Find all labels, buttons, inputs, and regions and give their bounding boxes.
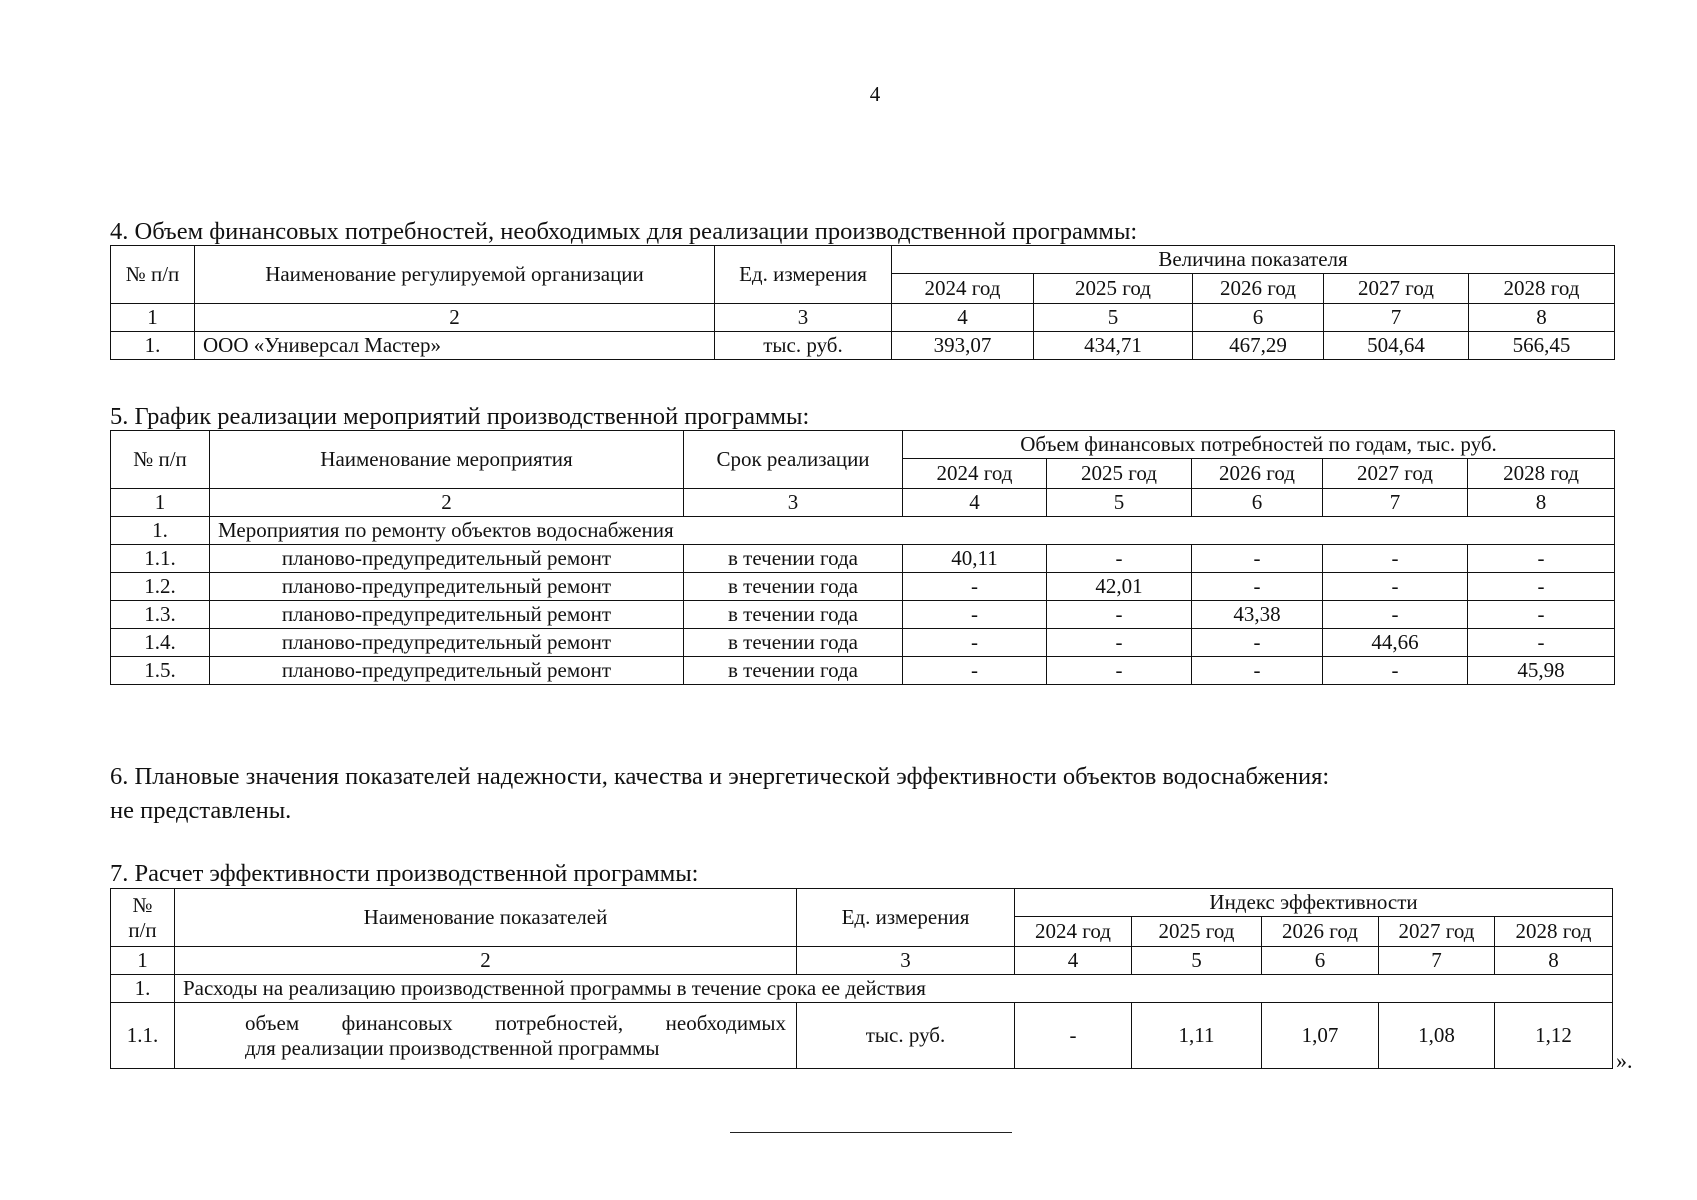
col-header-year: 2024 год xyxy=(892,274,1034,304)
value-cell: 1,07 xyxy=(1262,1003,1379,1069)
column-number: 4 xyxy=(903,489,1047,517)
value-cell: - xyxy=(1323,601,1468,629)
value-cell: 45,98 xyxy=(1468,657,1615,685)
column-number: 1 xyxy=(111,304,195,332)
column-number: 3 xyxy=(797,947,1015,975)
col-header-num: № п/п xyxy=(111,431,210,489)
section-5-heading: 5. График реализации мероприятий производственной программы: xyxy=(110,403,810,430)
col-header-num-line2: п/п xyxy=(128,917,157,942)
value-cell: 434,71 xyxy=(1034,332,1193,360)
section-7-heading: 7. Расчет эффективности производственной программы: xyxy=(110,860,699,887)
row-number: 1. xyxy=(111,517,210,545)
value-cell: - xyxy=(1192,629,1323,657)
column-number: 1 xyxy=(111,489,210,517)
column-number: 8 xyxy=(1468,489,1615,517)
group-title: Расходы на реализацию производственной программы в течение срока ее действия xyxy=(175,975,1613,1003)
column-number: 2 xyxy=(210,489,684,517)
column-number: 3 xyxy=(715,304,892,332)
column-number: 7 xyxy=(1324,304,1469,332)
group-title: Мероприятия по ремонту объектов водоснабжения xyxy=(210,517,1615,545)
value-cell: - xyxy=(1468,629,1615,657)
col-header-unit: Ед. измерения xyxy=(715,246,892,304)
column-number: 2 xyxy=(175,947,797,975)
value-cell: - xyxy=(1192,657,1323,685)
term-cell: в течении года xyxy=(684,545,903,573)
column-number: 7 xyxy=(1323,489,1468,517)
value-cell: - xyxy=(1192,573,1323,601)
event-name: планово-предупредительный ремонт xyxy=(210,601,684,629)
unit-cell: тыс. руб. xyxy=(715,332,892,360)
value-cell: 1,12 xyxy=(1495,1003,1613,1069)
col-header-year: 2027 год xyxy=(1379,917,1495,947)
event-name: планово-предупредительный ремонт xyxy=(210,629,684,657)
indicator-name xyxy=(175,1003,797,1069)
value-cell: - xyxy=(1468,545,1615,573)
value-cell: - xyxy=(903,629,1047,657)
row-number: 1. xyxy=(111,975,175,1003)
term-cell: в течении года xyxy=(684,657,903,685)
col-header-year: 2027 год xyxy=(1323,459,1468,489)
col-header-group: Индекс эффективности xyxy=(1015,889,1613,917)
column-number: 5 xyxy=(1132,947,1262,975)
value-cell: 1,11 xyxy=(1132,1003,1262,1069)
col-header-term: Срок реализации xyxy=(684,431,903,489)
value-cell: - xyxy=(1468,601,1615,629)
column-number-row xyxy=(111,489,1615,517)
value-cell: - xyxy=(1047,629,1192,657)
event-name: планово-предупредительный ремонт xyxy=(210,545,684,573)
col-header-year: 2026 год xyxy=(1262,917,1379,947)
value-cell: - xyxy=(1015,1003,1132,1069)
col-header-group: Объем финансовых потребностей по годам, тыс. руб. xyxy=(903,431,1615,459)
row-number: 1. xyxy=(111,332,195,360)
efficiency-table xyxy=(110,888,1613,1069)
column-number: 5 xyxy=(1047,489,1192,517)
col-header-year: 2028 год xyxy=(1495,917,1613,947)
col-header-num-line1: № xyxy=(132,892,153,917)
indicator-name-line2: для реализации производственной программы xyxy=(245,1035,660,1060)
section-6-status: не представлены. xyxy=(110,797,292,824)
table-row xyxy=(111,573,1615,601)
col-header-year: 2024 год xyxy=(1015,917,1132,947)
term-cell: в течении года xyxy=(684,573,903,601)
value-cell: - xyxy=(1192,545,1323,573)
indicator-name-line1: объем финансовых потребностей, необходимых xyxy=(245,1011,786,1036)
value-cell: - xyxy=(1047,545,1192,573)
col-header-year: 2025 год xyxy=(1034,274,1193,304)
column-number: 4 xyxy=(892,304,1034,332)
col-header-event-name: Наименование мероприятия xyxy=(210,431,684,489)
col-header-year: 2025 год xyxy=(1132,917,1262,947)
col-header-year: 2028 год xyxy=(1469,274,1615,304)
section-6-heading: 6. Плановые значения показателей надежности, качества и энергетической эффективности объектов водоснабжения: xyxy=(110,763,1330,790)
column-number: 3 xyxy=(684,489,903,517)
organization-name: ООО «Универсал Мастер» xyxy=(195,332,715,360)
column-number: 8 xyxy=(1469,304,1615,332)
column-number: 2 xyxy=(195,304,715,332)
value-cell: - xyxy=(1468,573,1615,601)
row-number: 1.2. xyxy=(111,573,210,601)
table-row xyxy=(111,1003,1613,1069)
value-cell: - xyxy=(1323,545,1468,573)
col-header-year: 2024 год xyxy=(903,459,1047,489)
value-cell: - xyxy=(1323,573,1468,601)
col-header-unit: Ед. измерения xyxy=(797,889,1015,947)
value-cell: 42,01 xyxy=(1047,573,1192,601)
unit-cell: тыс. руб. xyxy=(797,1003,1015,1069)
column-number-row xyxy=(111,947,1613,975)
event-name: планово-предупредительный ремонт xyxy=(210,573,684,601)
col-header-group: Величина показателя xyxy=(892,246,1615,274)
col-header-year: 2026 год xyxy=(1193,274,1324,304)
column-number: 6 xyxy=(1192,489,1323,517)
column-number: 4 xyxy=(1015,947,1132,975)
value-cell: - xyxy=(1323,657,1468,685)
value-cell: 43,38 xyxy=(1192,601,1323,629)
group-row xyxy=(111,975,1613,1003)
group-row xyxy=(111,517,1615,545)
footer-divider xyxy=(730,1132,1012,1133)
row-number: 1.1. xyxy=(111,1003,175,1069)
value-cell: 44,66 xyxy=(1323,629,1468,657)
row-number: 1.4. xyxy=(111,629,210,657)
page-number: 4 xyxy=(869,82,881,106)
col-header-year: 2025 год xyxy=(1047,459,1192,489)
column-number: 6 xyxy=(1262,947,1379,975)
term-cell: в течении года xyxy=(684,601,903,629)
section-4-heading: 4. Объем финансовых потребностей, необходимых для реализации производственной программы: xyxy=(110,218,1138,245)
value-cell: - xyxy=(903,657,1047,685)
events-schedule-table xyxy=(110,430,1615,685)
column-number: 1 xyxy=(111,947,175,975)
term-cell: в течении года xyxy=(684,629,903,657)
value-cell: 1,08 xyxy=(1379,1003,1495,1069)
col-header-indicator-name: Наименование показателей xyxy=(175,889,797,947)
column-number: 5 xyxy=(1034,304,1193,332)
table-row xyxy=(111,601,1615,629)
event-name: планово-предупредительный ремонт xyxy=(210,657,684,685)
value-cell: 566,45 xyxy=(1469,332,1615,360)
financial-needs-table xyxy=(110,245,1615,360)
column-number: 7 xyxy=(1379,947,1495,975)
column-number-row xyxy=(111,304,1615,332)
row-number: 1.5. xyxy=(111,657,210,685)
column-number: 8 xyxy=(1495,947,1613,975)
col-header-year: 2027 год xyxy=(1324,274,1469,304)
value-cell: 393,07 xyxy=(892,332,1034,360)
col-header-num: № п/п xyxy=(111,246,195,304)
value-cell: - xyxy=(903,601,1047,629)
col-header-num xyxy=(111,889,175,947)
table-row xyxy=(111,545,1615,573)
value-cell: 504,64 xyxy=(1324,332,1469,360)
table-row xyxy=(111,657,1615,685)
column-number: 6 xyxy=(1193,304,1324,332)
row-number: 1.1. xyxy=(111,545,210,573)
closing-quote-mark: ». xyxy=(1616,1048,1633,1073)
col-header-year: 2026 год xyxy=(1192,459,1323,489)
col-header-org-name: Наименование регулируемой организации xyxy=(195,246,715,304)
table-row xyxy=(111,332,1615,360)
row-number: 1.3. xyxy=(111,601,210,629)
value-cell: - xyxy=(1047,657,1192,685)
col-header-year: 2028 год xyxy=(1468,459,1615,489)
value-cell: - xyxy=(903,573,1047,601)
value-cell: - xyxy=(1047,601,1192,629)
table-row xyxy=(111,629,1615,657)
value-cell: 467,29 xyxy=(1193,332,1324,360)
value-cell: 40,11 xyxy=(903,545,1047,573)
